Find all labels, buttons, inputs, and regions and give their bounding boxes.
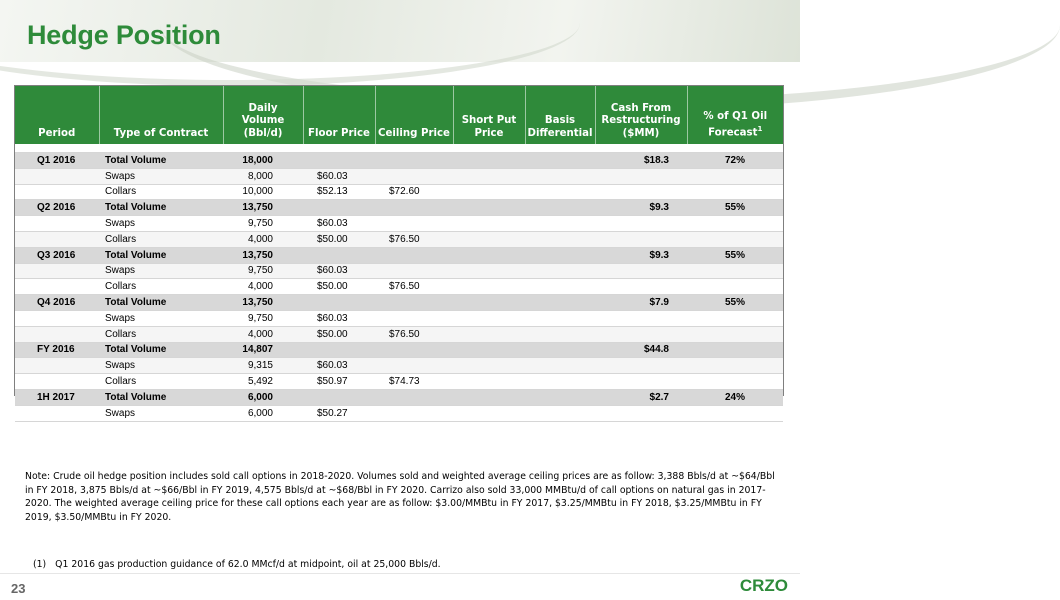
- page-title: Hedge Position: [27, 20, 221, 50]
- cell-floor-price: $60.03: [303, 310, 375, 326]
- cell-basis-differential: [525, 389, 595, 405]
- table-header: [15, 86, 783, 144]
- cell-basis-differential: [525, 216, 595, 232]
- total-volume-row: [15, 153, 783, 169]
- cell-basis-differential: [525, 279, 595, 295]
- header-label: Period: [38, 127, 76, 139]
- cell-ceiling-price: [375, 295, 453, 311]
- cell-type-of-contract: Swaps: [99, 405, 223, 421]
- cell-ceiling-price: [375, 342, 453, 358]
- header-label: Cash From: [610, 102, 672, 114]
- cell-type-of-contract: Swaps: [99, 216, 223, 232]
- cell-ceiling-price: [375, 389, 453, 405]
- cell-short-put-price: [453, 310, 525, 326]
- cell-type-of-contract: Swaps: [99, 263, 223, 279]
- cell-period: [15, 263, 99, 279]
- cell-daily-volume: 8,000: [223, 168, 303, 184]
- cell-short-put-price: [453, 216, 525, 232]
- cell-ceiling-price: [375, 358, 453, 374]
- cell-short-put-price: [453, 168, 525, 184]
- cell-basis-differential: [525, 342, 595, 358]
- cell-daily-volume: 9,750: [223, 310, 303, 326]
- cell-type-of-contract: Total Volume: [99, 389, 223, 405]
- footnote-text: Q1 2016 gas production guidance of 62.0 MMcf/d at midpoint, oil at 25,000 Bbls/d.: [55, 559, 441, 570]
- footer-divider: [0, 573, 800, 574]
- header-label: Type of Contract: [113, 127, 209, 139]
- cell-period: [15, 279, 99, 295]
- cell-floor-price: $60.03: [303, 216, 375, 232]
- cell-period: [15, 405, 99, 421]
- cell-short-put-price: [453, 326, 525, 342]
- cell-type-of-contract: Collars: [99, 231, 223, 247]
- cell-short-put-price: [453, 295, 525, 311]
- cell-period: [15, 168, 99, 184]
- cell-basis-differential: [525, 263, 595, 279]
- contract-row: [15, 374, 783, 390]
- header-basis-differential: [525, 86, 595, 144]
- cell-short-put-price: [453, 405, 525, 421]
- cell-pct-q1-oil-forecast: [687, 279, 783, 295]
- cell-pct-q1-oil-forecast: 55%: [687, 295, 783, 311]
- cell-period: [15, 310, 99, 326]
- cell-basis-differential: [525, 184, 595, 200]
- cell-basis-differential: [525, 374, 595, 390]
- header-label: Restructuring: [601, 115, 681, 126]
- cell-ceiling-price: $76.50: [375, 231, 453, 247]
- cell-short-put-price: [453, 247, 525, 263]
- cell-cash-from-restructuring: [595, 310, 687, 326]
- cell-type-of-contract: Collars: [99, 184, 223, 200]
- cell-pct-q1-oil-forecast: [687, 342, 783, 358]
- cell-type-of-contract: Total Volume: [99, 200, 223, 216]
- cell-period: Q1 2016: [15, 153, 99, 169]
- table-body: [15, 144, 783, 421]
- cell-daily-volume: 4,000: [223, 326, 303, 342]
- header-label: % of Q1 Oil: [703, 110, 768, 122]
- cell-cash-from-restructuring: [595, 374, 687, 390]
- cell-basis-differential: [525, 231, 595, 247]
- cell-basis-differential: [525, 295, 595, 311]
- cell-floor-price: $50.00: [303, 231, 375, 247]
- cell-floor-price: [303, 153, 375, 169]
- contract-row: [15, 168, 783, 184]
- cell-cash-from-restructuring: [595, 168, 687, 184]
- header-spacer-row: [15, 144, 783, 153]
- cell-period: [15, 231, 99, 247]
- cell-period: [15, 216, 99, 232]
- cell-cash-from-restructuring: [595, 326, 687, 342]
- cell-daily-volume: 13,750: [223, 200, 303, 216]
- contract-row: [15, 279, 783, 295]
- cell-cash-from-restructuring: [595, 405, 687, 421]
- cell-type-of-contract: Total Volume: [99, 295, 223, 311]
- cell-basis-differential: [525, 326, 595, 342]
- cell-type-of-contract: Swaps: [99, 358, 223, 374]
- cell-period: [15, 358, 99, 374]
- header-label: Basis: [544, 115, 576, 126]
- cell-short-put-price: [453, 200, 525, 216]
- cell-pct-q1-oil-forecast: 55%: [687, 247, 783, 263]
- cell-floor-price: $60.03: [303, 168, 375, 184]
- cell-pct-q1-oil-forecast: [687, 184, 783, 200]
- cell-ceiling-price: $74.73: [375, 374, 453, 390]
- cell-period: [15, 326, 99, 342]
- cell-short-put-price: [453, 153, 525, 169]
- total-volume-row: [15, 295, 783, 311]
- cell-type-of-contract: Total Volume: [99, 153, 223, 169]
- header-label: Daily Volume: [241, 102, 285, 126]
- cell-daily-volume: 5,492: [223, 374, 303, 390]
- hedge-table-container: [14, 85, 784, 419]
- cell-daily-volume: 9,750: [223, 263, 303, 279]
- cell-type-of-contract: Collars: [99, 279, 223, 295]
- cell-floor-price: $60.03: [303, 358, 375, 374]
- cell-pct-q1-oil-forecast: [687, 358, 783, 374]
- cell-floor-price: $52.13: [303, 184, 375, 200]
- cell-short-put-price: [453, 279, 525, 295]
- cell-type-of-contract: Swaps: [99, 168, 223, 184]
- header-daily-volume: [223, 86, 303, 144]
- header-label: Differential: [527, 127, 593, 139]
- cell-basis-differential: [525, 358, 595, 374]
- header-label: Ceiling Price: [378, 127, 450, 139]
- cell-pct-q1-oil-forecast: [687, 405, 783, 421]
- cell-pct-q1-oil-forecast: [687, 231, 783, 247]
- cell-pct-q1-oil-forecast: 72%: [687, 153, 783, 169]
- cell-floor-price: [303, 200, 375, 216]
- cell-short-put-price: [453, 389, 525, 405]
- contract-row: [15, 184, 783, 200]
- cell-daily-volume: 13,750: [223, 295, 303, 311]
- header-label: ($MM): [622, 127, 660, 139]
- cell-daily-volume: 9,315: [223, 358, 303, 374]
- total-volume-row: [15, 342, 783, 358]
- cell-short-put-price: [453, 231, 525, 247]
- header-label: Forecast: [708, 127, 758, 139]
- cell-ceiling-price: $76.50: [375, 279, 453, 295]
- cell-type-of-contract: Total Volume: [99, 247, 223, 263]
- cell-basis-differential: [525, 310, 595, 326]
- cell-ceiling-price: [375, 168, 453, 184]
- cell-floor-price: $50.00: [303, 326, 375, 342]
- cell-cash-from-restructuring: $9.3: [595, 247, 687, 263]
- header-label: Price: [474, 127, 504, 139]
- cell-daily-volume: 6,000: [223, 405, 303, 421]
- cell-ceiling-price: [375, 405, 453, 421]
- header-cash-from-restructuring: [595, 86, 687, 144]
- cell-type-of-contract: Swaps: [99, 310, 223, 326]
- cell-basis-differential: [525, 200, 595, 216]
- cell-pct-q1-oil-forecast: [687, 263, 783, 279]
- cell-floor-price: $50.00: [303, 279, 375, 295]
- footnote: [33, 559, 441, 570]
- header-short-put-price: [453, 86, 525, 144]
- cell-pct-q1-oil-forecast: 24%: [687, 389, 783, 405]
- cell-ceiling-price: [375, 153, 453, 169]
- cell-daily-volume: 9,750: [223, 216, 303, 232]
- cell-pct-q1-oil-forecast: [687, 310, 783, 326]
- cell-short-put-price: [453, 374, 525, 390]
- cell-ceiling-price: [375, 216, 453, 232]
- header-ceiling-price: [375, 86, 453, 144]
- cell-short-put-price: [453, 342, 525, 358]
- cell-period: Q2 2016: [15, 200, 99, 216]
- contract-row: [15, 326, 783, 342]
- cell-cash-from-restructuring: [595, 263, 687, 279]
- page-number: 23: [11, 581, 26, 596]
- cell-period: 1H 2017: [15, 389, 99, 405]
- cell-period: Q4 2016: [15, 295, 99, 311]
- cell-cash-from-restructuring: [595, 358, 687, 374]
- contract-row: [15, 263, 783, 279]
- cell-pct-q1-oil-forecast: [687, 168, 783, 184]
- cell-cash-from-restructuring: $44.8: [595, 342, 687, 358]
- company-logo: CRZO: [739, 576, 788, 595]
- table-header-row: [15, 86, 783, 144]
- cell-period: [15, 374, 99, 390]
- cell-pct-q1-oil-forecast: [687, 326, 783, 342]
- cell-type-of-contract: Total Volume: [99, 342, 223, 358]
- cell-daily-volume: 6,000: [223, 389, 303, 405]
- contract-row: [15, 231, 783, 247]
- cell-ceiling-price: [375, 263, 453, 279]
- contract-row: [15, 405, 783, 421]
- cell-floor-price: $60.03: [303, 263, 375, 279]
- header-label: Short Put: [461, 115, 517, 126]
- cell-cash-from-restructuring: [595, 231, 687, 247]
- cell-daily-volume: 4,000: [223, 231, 303, 247]
- cell-floor-price: $50.97: [303, 374, 375, 390]
- cell-pct-q1-oil-forecast: [687, 216, 783, 232]
- cell-floor-price: $50.27: [303, 405, 375, 421]
- header-pct-q1-oil-forecast: [687, 86, 783, 144]
- contract-row: [15, 216, 783, 232]
- footnote-marker: 1: [757, 125, 763, 134]
- hedge-position-table: [15, 86, 783, 422]
- cell-cash-from-restructuring: $18.3: [595, 153, 687, 169]
- cell-short-put-price: [453, 184, 525, 200]
- total-volume-row: [15, 247, 783, 263]
- cell-cash-from-restructuring: $2.7: [595, 389, 687, 405]
- cell-cash-from-restructuring: $7.9: [595, 295, 687, 311]
- cell-period: Q3 2016: [15, 247, 99, 263]
- cell-type-of-contract: Collars: [99, 374, 223, 390]
- cell-ceiling-price: [375, 247, 453, 263]
- cell-short-put-price: [453, 358, 525, 374]
- header-label: (Bbl/d): [243, 127, 283, 139]
- cell-period: FY 2016: [15, 342, 99, 358]
- cell-cash-from-restructuring: [595, 184, 687, 200]
- cell-period: [15, 184, 99, 200]
- cell-ceiling-price: [375, 310, 453, 326]
- cell-basis-differential: [525, 405, 595, 421]
- footnote-number: (1): [33, 559, 47, 570]
- total-volume-row: [15, 389, 783, 405]
- cell-floor-price: [303, 247, 375, 263]
- header-type-of-contract: [99, 86, 223, 144]
- contract-row: [15, 358, 783, 374]
- cell-cash-from-restructuring: [595, 279, 687, 295]
- cell-basis-differential: [525, 247, 595, 263]
- header-floor-price: [303, 86, 375, 144]
- contract-row: [15, 310, 783, 326]
- header-period: [15, 86, 99, 144]
- cell-daily-volume: 4,000: [223, 279, 303, 295]
- cell-basis-differential: [525, 153, 595, 169]
- header-label: Floor Price: [308, 127, 370, 139]
- cell-daily-volume: 18,000: [223, 153, 303, 169]
- cell-daily-volume: 10,000: [223, 184, 303, 200]
- cell-floor-price: [303, 342, 375, 358]
- cell-ceiling-price: [375, 200, 453, 216]
- cell-pct-q1-oil-forecast: 55%: [687, 200, 783, 216]
- cell-cash-from-restructuring: [595, 216, 687, 232]
- hedge-note: Note: Crude oil hedge position includes sold call options in 2018-2020. Volumes sold and weighted average ceiling prices are as follow: 3,388 Bbls/d at ~$64/Bbl in FY 2018, 3,875 Bbls/d at ~$66/Bbl in FY 2019, 4,575 Bbls/d at ~$68/Bbl in FY 2020. Carrizo also sold 33,000 MMBtu/d of call options on natural gas in 2017-2020. The weighted average ceiling price for these call options each year are as follow: $3.00/MMBtu in FY 2017, $3.25/MMBtu in FY 2018, $3.25/MMBtu in FY 2019, $3.50/MMBtu in FY 2020.: [25, 471, 775, 523]
- cell-short-put-price: [453, 263, 525, 279]
- cell-daily-volume: 13,750: [223, 247, 303, 263]
- cell-floor-price: [303, 295, 375, 311]
- cell-floor-price: [303, 389, 375, 405]
- cell-daily-volume: 14,807: [223, 342, 303, 358]
- cell-ceiling-price: $76.50: [375, 326, 453, 342]
- cell-ceiling-price: $72.60: [375, 184, 453, 200]
- cell-type-of-contract: Collars: [99, 326, 223, 342]
- cell-pct-q1-oil-forecast: [687, 374, 783, 390]
- cell-cash-from-restructuring: $9.3: [595, 200, 687, 216]
- total-volume-row: [15, 200, 783, 216]
- cell-basis-differential: [525, 168, 595, 184]
